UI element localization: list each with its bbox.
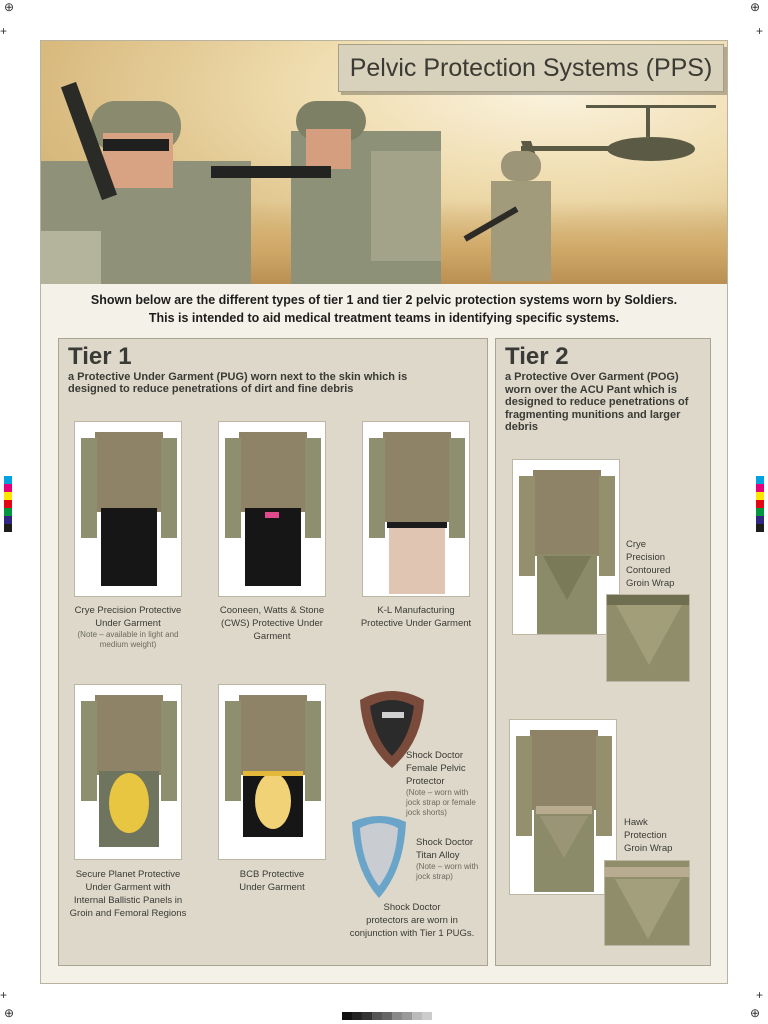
product-photo-secure-planet-pug	[74, 684, 182, 860]
intro-line-1: Shown below are the different types of tier 1 and tier 2 pelvic protection systems worn by Soldiers.	[90, 293, 678, 307]
tier1-desc-line1: a Protective Under Garment (PUG) worn next to the skin which is	[68, 371, 408, 383]
registration-mark-icon: ⊕	[4, 0, 15, 14]
caption-kl-pug: K-L Manufacturing Protective Under Garment	[360, 605, 472, 629]
caption-crye-pug: Crye Precision Protective Under Garment (Note – available in light and medium weight)	[74, 605, 182, 649]
tier2-heading: Tier 2	[505, 343, 569, 370]
crop-mark-icon: +	[0, 24, 8, 38]
product-photo-crye-pug	[74, 421, 182, 597]
caption-shock-female: Shock Doctor Female Pelvic Protector (Note – worn with jock strap or female jock shorts)	[406, 750, 476, 817]
intro-line-2: This is intended to aid medical treatment teams in identifying specific systems.	[148, 311, 620, 325]
product-photo-bcb-pug	[218, 684, 326, 860]
caption-crye-groin-wrap: Crye Precision Contoured Groin Wrap	[626, 539, 675, 589]
soldier-right	[464, 151, 551, 281]
product-photo-hawk-groin-wrap	[509, 719, 617, 895]
product-photo-hawk-groin-wrap-detail	[604, 860, 690, 946]
gray-scale-bar	[342, 1012, 432, 1020]
helicopter-icon	[521, 105, 716, 161]
tier2-desc: a Protective Over Garment (POG) worn over the ACU Pant which is designed to reduce penetrations of fragmenting munitions and larger debris	[505, 371, 689, 433]
caption-shock-footer: Shock Doctor protectors are worn in conjunction with Tier 1 PUGs.	[349, 902, 475, 939]
color-bar-right	[756, 476, 764, 532]
crop-mark-icon: +	[0, 988, 8, 1002]
color-bar-left	[4, 476, 12, 532]
product-photo-cws-pug	[218, 421, 326, 597]
product-photo-crye-groin-wrap	[512, 459, 620, 635]
product-photo-crye-groin-wrap-detail	[606, 594, 690, 682]
caption-hawk-groin-wrap: Hawk Protection Groin Wrap	[624, 817, 673, 854]
soldier-left	[41, 82, 251, 284]
registration-mark-icon: ⊕	[750, 0, 761, 14]
title-banner	[338, 44, 724, 92]
caption-bcb-pug: BCB Protective Under Garment	[239, 869, 305, 893]
registration-mark-icon: ⊕	[750, 1006, 761, 1020]
crop-mark-icon: +	[756, 988, 764, 1002]
tier1-desc-line2: designed to reduce penetrations of dirt and fine debris	[68, 383, 354, 395]
caption-cws-pug: Cooneen, Watts & Stone (CWS) Protective Under Garment	[219, 605, 325, 642]
product-photo-kl-pug	[362, 421, 470, 597]
caption-secure-planet-pug: Secure Planet Protective Under Garment with Internal Ballistic Panels in Groin and Femoral Regions	[69, 869, 187, 919]
tier1-heading: Tier 1	[68, 343, 132, 370]
shock-doctor-titan-alloy-image	[346, 810, 412, 902]
caption-shock-titan: Shock Doctor Titan Alloy (Note – worn with jock strap)	[416, 837, 479, 881]
crop-mark-icon: +	[756, 24, 764, 38]
page-title: Pelvic Protection Systems (PPS)	[349, 54, 713, 82]
registration-mark-icon: ⊕	[4, 1006, 15, 1020]
